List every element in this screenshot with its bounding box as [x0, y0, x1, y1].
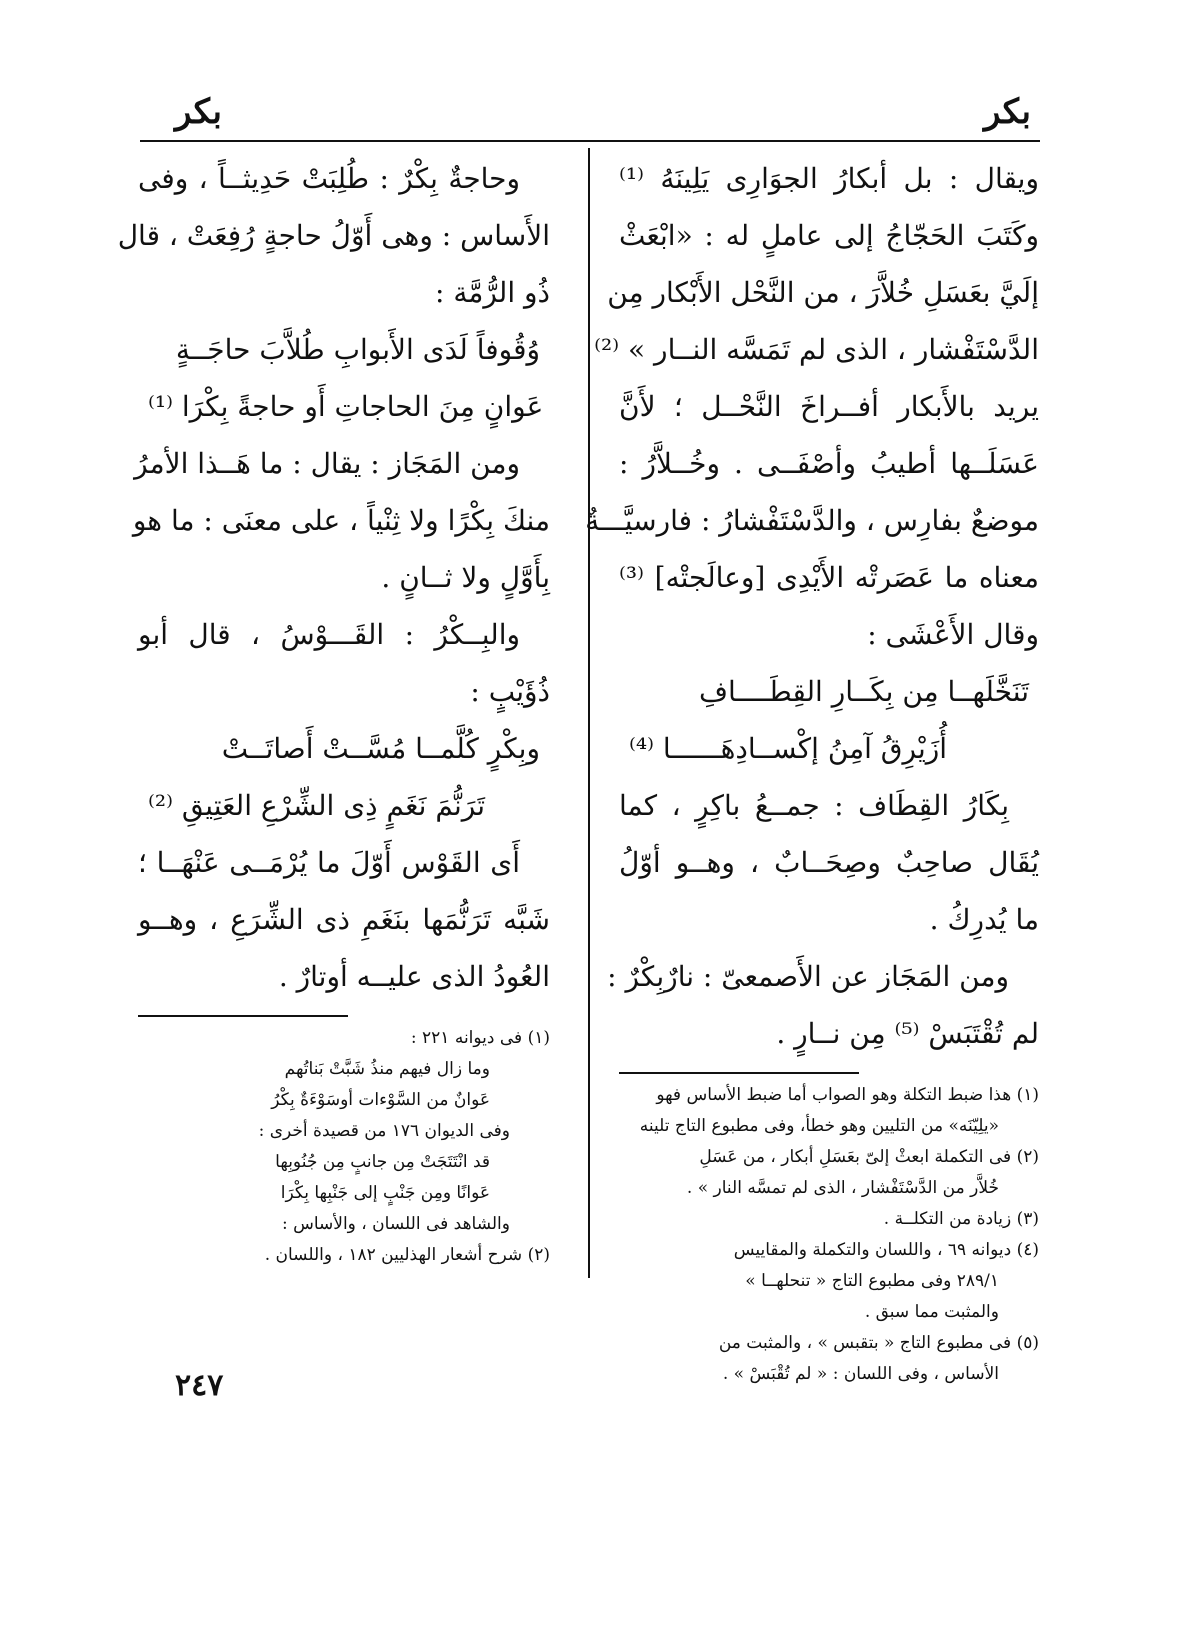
- left-column: [117, 150, 550, 1271]
- verse-hemistich-first: وبِكْرٍ كُلَّمــا مُسَّــتْ أَصاتَــتْ: [221, 732, 540, 765]
- footnote-line: ٢٨٩/١ وفى مطبوع التاج « تنحلهــا »: [745, 1271, 999, 1291]
- text-line: الأَساس : وهى أَوّلُ حاجةٍ رُفِعَتْ ، قال: [117, 219, 550, 252]
- footnote-line: وفى الديوان ١٧٦ من قصيدة أخرى :: [258, 1121, 510, 1141]
- footnote-line: والمثبت مما سبق .: [864, 1302, 999, 1322]
- footnote-line: الأساس ، وفى اللسان : « لم تُقْبَسْ » .: [722, 1364, 999, 1384]
- footnote-rule: [619, 1072, 859, 1074]
- text-line: ما يُدرِكُ .: [929, 903, 1039, 936]
- footnote-line: والشاهد فى اللسان ، والأساس :: [281, 1214, 510, 1234]
- text-line: لم تُقْتَبَسْ ⁽⁵⁾ مِن نــارٍ .: [776, 1017, 1039, 1050]
- right-column: [585, 150, 1039, 1390]
- text-line: ومن المَجَاز : يقال : ما هَــذا الأمرُ: [134, 447, 520, 480]
- page-number: ٢٤٧: [175, 1368, 224, 1403]
- verse-hemistich-second: أُزَيْرِقُ آمِنُ إكْســادِهَــــــا ⁽⁴⁾: [629, 732, 948, 765]
- text-line: ذُو الرُّمَّة :: [435, 276, 550, 309]
- header-rule: [140, 140, 1040, 142]
- footnote-line: وما زال فيهم منذُ شَبَّتْ بَناتُهم: [284, 1059, 490, 1079]
- text-line: إلَيَّ بعَسَلِ خُلاَّرَ ، من النَّحْل الأَبْكار مِن: [607, 276, 1039, 309]
- text-line: يريد بالأَبكار أفــراخَ النَّحْــل ؛ لأَنَّ: [619, 390, 1039, 423]
- verse-hemistich-second: تَرَنُّمَ نَغَمٍ ذِى الشِّرْعِ العَتِيقِ ⁽²⁾: [148, 789, 486, 822]
- text-line: أَى القَوْس أَوّلَ ما يُرْمَــى عَنْهَــا ؛: [138, 846, 520, 879]
- footnote-line: (١) هذا ضبط التكلة وهو الصواب أما ضبط الأساس فهو: [656, 1085, 1039, 1105]
- text-line: بِأَوَّلٍ ولا ثــانٍ .: [381, 561, 550, 594]
- running-header-left: بكر: [175, 92, 222, 132]
- footnote-line: (٣) زيادة من التكلــة .: [883, 1209, 1039, 1229]
- text-line: وقال الأَعْشَى :: [867, 618, 1039, 651]
- footnote-line: خُلاَّر من الدَّسْتَفْشار ، الذى لم تمسَّه النار » .: [686, 1178, 999, 1198]
- footnote-line: (٥) فى مطبوع التاج « بتقبس » ، والمثبت من: [718, 1333, 1039, 1353]
- text-line: معناه ما عَصَرتْه الأَيْدِى [وعالَجتْه] ⁽³⁾: [619, 561, 1039, 594]
- text-line: موضعٌ بفارِس ، والدَّسْتَفْشارُ : فارسيَّـــةٌ: [585, 504, 1039, 537]
- footnote-line: عَوانٌ من السَّوْءات أوسَوْءَةٌ بِكْرُ: [271, 1090, 490, 1110]
- footnote-line: (٢) فى التكملة ابعثْ إلىّ بعَسَلِ أبكار ، من عَسَلِ: [699, 1147, 1039, 1167]
- text-line: بِكَارُ القِطَاف : جمــعُ باكِرٍ ، كما: [619, 789, 1009, 822]
- text-line: والبِــكْرُ : القَـــوْسُ ، قال أبو: [138, 618, 520, 651]
- text-line: الدَّسْتَفْشار ، الذى لم تَمَسَّه النــار » ⁽²⁾: [594, 333, 1039, 366]
- footnote-line: «يلِيّنَه» من التليين وهو خطأ، وفى مطبوع التاج تلينه: [639, 1116, 999, 1136]
- text-line: شَبَّه تَرَنُّمَها بنَغَمِ ذى الشِّرَعِ ، وهــو: [138, 903, 550, 936]
- text-line: منكَ بِكْرًا ولا ثِنْياً ، على معنَى : ما هو: [132, 504, 550, 537]
- text-line: ويقال : بل أبكارُ الجوَارِى يَلِينَهُ ⁽¹⁾: [619, 162, 1039, 195]
- text-line: العُودُ الذى عليــه أوتارٌ .: [278, 960, 550, 993]
- footnote-line: (١) فى ديوانه ٢٢١ :: [410, 1028, 550, 1048]
- verse-hemistich-second: عَوانٍ مِنَ الحاجاتِ أَو حاجةً بِكْرَا ⁽¹⁾: [148, 390, 544, 423]
- text-line: ذُؤَيْبٍ :: [470, 675, 550, 708]
- verse-hemistich-first: وُقُوفاً لَدَى الأَبوابِ طُلاَّبَ حاجَــةٍ: [175, 333, 540, 366]
- text-line: عَسَلَــها أطيبُ وأصْفَــى . وخُــلاَّرُ :: [619, 447, 1039, 480]
- text-line: وكَتَبَ الحَجّاجُ إلى عاملٍ له : «ابْعَثْ: [619, 219, 1039, 252]
- verse-hemistich-first: تَنَخَّلَهــا مِن بِكَــارِ القِطَــــافِ: [699, 675, 1029, 708]
- footnote-line: قد انْتَتَجَتْ مِن جانبٍ مِن جُنُوبِها: [275, 1152, 490, 1172]
- running-header-right: بكر: [984, 92, 1031, 132]
- column-divider: [588, 148, 590, 1278]
- text-line: ومن المَجَاز عن الأَصمعىّ : نارٌبِكْرٌ :: [607, 960, 1009, 993]
- footnote-line: (٢) شرح أشعار الهذليين ١٨٢ ، واللسان .: [264, 1245, 550, 1265]
- footnote-line: (٤) ديوانه ٦٩ ، واللسان والتكملة والمقاييس: [733, 1240, 1039, 1260]
- footnote-line: عَوانًا ومِن جَنْبٍ إلى جَنْبِها بِكْرَا: [280, 1183, 490, 1203]
- footnote-rule: [138, 1015, 348, 1017]
- text-line: يُقَال صاحِبٌ وصِحَــابٌ ، وهــو أوّلُ: [619, 846, 1039, 879]
- text-line: وحاجةٌ بِكْرٌ : طُلِبَتْ حَدِيثــاً ، وفى: [138, 162, 520, 195]
